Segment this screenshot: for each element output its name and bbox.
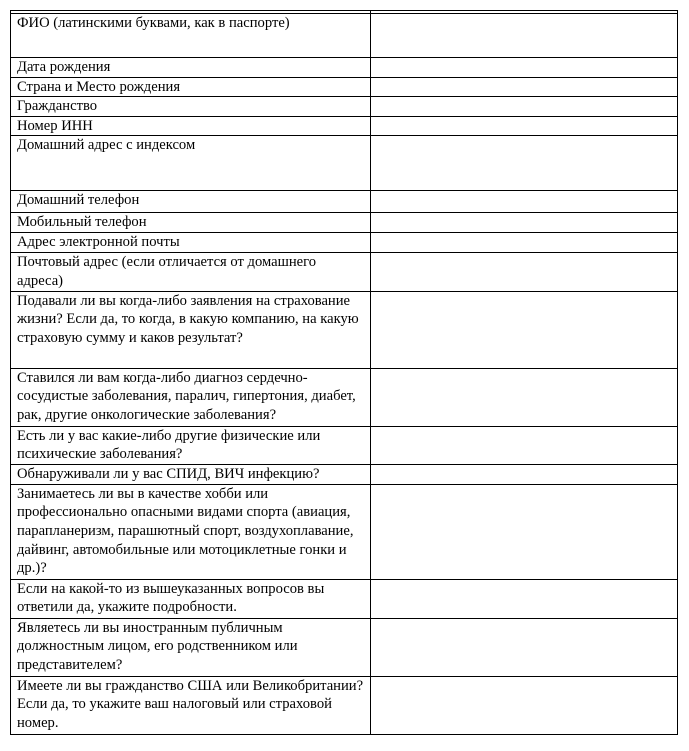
answer-cell[interactable] — [371, 253, 678, 291]
question-cell: Почтовый адрес (если отличается от домашнего адреса) — [11, 253, 371, 291]
table-row — [11, 191, 678, 213]
questionnaire-table — [10, 10, 678, 735]
question-cell: Являетесь ли вы иностранным публичным должностным лицом, его родственником или представителем? — [11, 618, 371, 676]
answer-cell[interactable] — [371, 484, 678, 579]
answer-cell[interactable] — [371, 426, 678, 464]
question-cell: Страна и Место рождения — [11, 77, 371, 97]
question-cell: Домашний телефон — [11, 191, 371, 213]
table-row — [11, 253, 678, 291]
table-row — [11, 368, 678, 426]
table-row — [11, 464, 678, 484]
answer-cell[interactable] — [371, 77, 678, 97]
answer-cell[interactable] — [371, 618, 678, 676]
table-row — [11, 291, 678, 368]
table-row — [11, 77, 678, 97]
question-cell: Адрес электронной почты — [11, 233, 371, 253]
table-row — [11, 136, 678, 191]
table-row — [11, 58, 678, 78]
answer-cell[interactable] — [371, 291, 678, 368]
question-cell: Обнаруживали ли у вас СПИД, ВИЧ инфекцию? — [11, 464, 371, 484]
table-row — [11, 484, 678, 579]
question-cell: Имеете ли вы гражданство США или Великобритании? Если да, то укажите ваш налоговый или страховой номер. — [11, 676, 371, 734]
table-row — [11, 676, 678, 734]
table-row — [11, 618, 678, 676]
question-cell: Домашний адрес с индексом — [11, 136, 371, 191]
table-row — [11, 579, 678, 618]
question-cell: Мобильный телефон — [11, 213, 371, 233]
table-row — [11, 233, 678, 253]
table-row — [11, 14, 678, 58]
answer-cell[interactable] — [371, 58, 678, 78]
question-cell: Занимаетесь ли вы в качестве хобби или профессионально опасными видами спорта (авиация, парапланеризм, парашютный спорт, воздухоплавание, дайвинг, автомобильные или мотоциклетные гонки и др.)? — [11, 484, 371, 579]
question-cell: Есть ли у вас какие-либо другие физические или психические заболевания? — [11, 426, 371, 464]
answer-cell[interactable] — [371, 579, 678, 618]
answer-cell[interactable] — [371, 136, 678, 191]
answer-cell[interactable] — [371, 464, 678, 484]
question-cell: Номер ИНН — [11, 116, 371, 136]
question-cell: Если на какой-то из вышеуказанных вопросов вы ответили да, укажите подробности. — [11, 579, 371, 618]
table-row — [11, 426, 678, 464]
table-row — [11, 213, 678, 233]
table-row — [11, 97, 678, 117]
answer-cell[interactable] — [371, 14, 678, 58]
table-row — [11, 116, 678, 136]
question-cell: Дата рождения — [11, 58, 371, 78]
question-cell: ФИО (латинскими буквами, как в паспорте) — [11, 14, 371, 58]
answer-cell[interactable] — [371, 676, 678, 734]
answer-cell[interactable] — [371, 213, 678, 233]
answer-cell[interactable] — [371, 368, 678, 426]
question-cell: Гражданство — [11, 97, 371, 117]
answer-cell[interactable] — [371, 233, 678, 253]
question-cell: Подавали ли вы когда-либо заявления на страхование жизни? Если да, то когда, в какую компанию, на какую страховую сумму и каков результат? — [11, 291, 371, 368]
answer-cell[interactable] — [371, 191, 678, 213]
question-cell: Ставился ли вам когда-либо диагноз сердечно-сосудистые заболевания, паралич, гипертония, диабет, рак, другие онкологические заболевания? — [11, 368, 371, 426]
answer-cell[interactable] — [371, 116, 678, 136]
answer-cell[interactable] — [371, 97, 678, 117]
